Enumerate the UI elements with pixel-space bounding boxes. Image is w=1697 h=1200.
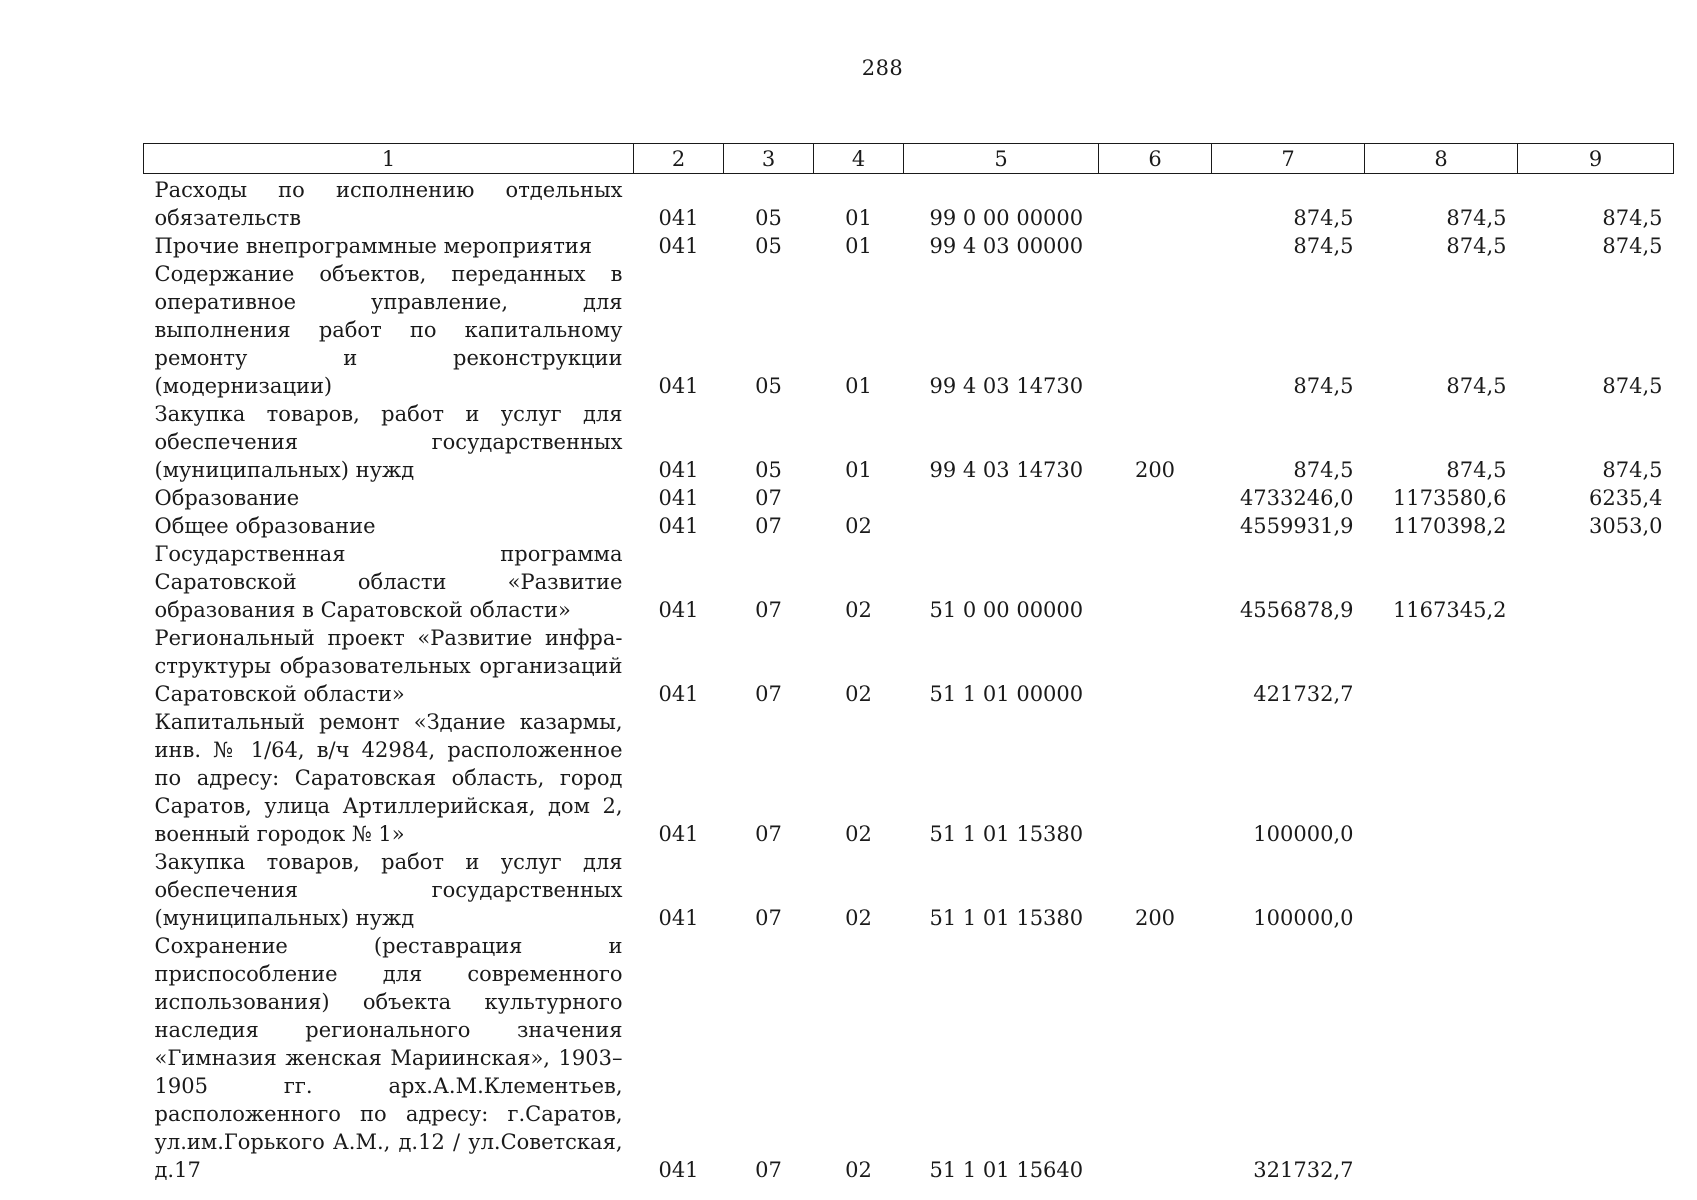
table-row — [144, 232, 1674, 260]
row-name: Содержание объектов, переданных в оперативное управление, для выполнения работ по капитальному ремонту и реконструкции (модернизации) — [154, 262, 623, 398]
cell-amount-7: 4556878,9 — [1239, 598, 1354, 622]
table-row — [144, 400, 1674, 484]
cell-expense-type: 200 — [1134, 458, 1176, 482]
column-header-3: 3 — [724, 144, 814, 174]
row-name: Образование — [154, 486, 300, 510]
cell-amount-7: 874,5 — [1293, 234, 1354, 258]
row-name: Сохранение (реставрация и приспособление для современного использования) объекта культурного наследия регионального значения «Гимназия женская Мариинская», 1903–1905 гг. арх.А.М.Клементьев, расположенного по адресу: г.Саратов, ул.им.Горького А.М., д.12 / ул.Советская, д.17 — [154, 934, 623, 1182]
cell-ministry: 041 — [658, 682, 699, 706]
cell-section: 05 — [755, 234, 782, 258]
table-header — [144, 144, 1674, 174]
cell-ministry: 041 — [658, 234, 699, 258]
table-body — [144, 174, 1674, 1185]
table-row — [144, 260, 1674, 400]
cell-ministry: 041 — [658, 374, 699, 398]
cell-subsection: 01 — [845, 234, 872, 258]
cell-ministry: 041 — [658, 486, 699, 510]
cell-subsection: 02 — [845, 822, 872, 846]
cell-amount-8 — [1365, 932, 1518, 1184]
cell-ministry: 041 — [658, 598, 699, 622]
cell-expense-type — [1099, 232, 1212, 260]
column-header-9: 9 — [1518, 144, 1674, 174]
cell-target-article: 99 4 03 14730 — [929, 374, 1084, 398]
table-row — [144, 484, 1674, 512]
column-header-4: 4 — [814, 144, 904, 174]
header-row — [144, 144, 1674, 174]
column-header-8: 8 — [1365, 144, 1518, 174]
cell-amount-8: 1167345,2 — [1392, 598, 1507, 622]
cell-amount-7: 874,5 — [1293, 374, 1354, 398]
cell-amount-9 — [1518, 540, 1674, 624]
cell-subsection: 01 — [845, 374, 872, 398]
column-header-2: 2 — [634, 144, 724, 174]
cell-ministry: 041 — [658, 822, 699, 846]
cell-amount-7: 4559931,9 — [1239, 514, 1354, 538]
cell-ministry: 041 — [658, 206, 699, 230]
cell-amount-8: 874,5 — [1446, 234, 1507, 258]
cell-amount-9: 874,5 — [1602, 458, 1663, 482]
cell-subsection: 01 — [845, 458, 872, 482]
cell-section: 07 — [755, 1158, 782, 1182]
table-row — [144, 512, 1674, 540]
cell-expense-type — [1099, 708, 1212, 848]
cell-expense-type — [1099, 174, 1212, 233]
row-name: Государственная программа Саратовской области «Развитие образования в Саратовской области» — [154, 542, 623, 622]
cell-section: 07 — [755, 486, 782, 510]
row-name: Капитальный ремонт «Здание казармы, инв. № 1/64, в/ч 42984, расположенное по адресу: Саратовская область, город Саратов, улица Артиллерийская, дом 2, военный городок № 1» — [154, 710, 623, 846]
cell-subsection: 02 — [845, 682, 872, 706]
cell-section: 07 — [755, 906, 782, 930]
cell-subsection: 02 — [845, 1158, 872, 1182]
cell-section: 07 — [755, 598, 782, 622]
column-header-7: 7 — [1212, 144, 1365, 174]
cell-amount-8: 874,5 — [1446, 206, 1507, 230]
cell-amount-7: 100000,0 — [1253, 906, 1354, 930]
row-name: Закупка товаров, работ и услуг для обеспечения государственных (муниципальных) нужд — [154, 402, 623, 482]
cell-ministry: 041 — [658, 906, 699, 930]
column-header-6: 6 — [1099, 144, 1212, 174]
cell-amount-9: 6235,4 — [1589, 486, 1663, 510]
table-row — [144, 624, 1674, 708]
row-name: Расходы по исполнению отдельных обязательств — [154, 178, 623, 230]
table-row — [144, 174, 1674, 233]
cell-target-article: 51 1 01 15640 — [929, 1158, 1084, 1182]
cell-amount-8: 874,5 — [1446, 374, 1507, 398]
column-header-1: 1 — [144, 144, 634, 174]
cell-subsection — [814, 484, 904, 512]
cell-expense-type — [1099, 484, 1212, 512]
cell-amount-8: 1173580,6 — [1392, 486, 1507, 510]
cell-amount-7: 4733246,0 — [1239, 486, 1354, 510]
cell-target-article: 51 1 01 15380 — [929, 822, 1084, 846]
cell-expense-type — [1099, 624, 1212, 708]
row-name: Региональный проект «Развитие инфраструктуры образовательных организаций Саратовской области» — [154, 626, 623, 706]
cell-ministry: 041 — [658, 1158, 699, 1182]
cell-expense-type — [1099, 512, 1212, 540]
cell-ministry: 041 — [658, 458, 699, 482]
cell-amount-9: 874,5 — [1602, 234, 1663, 258]
cell-target-article: 99 4 03 14730 — [929, 458, 1084, 482]
cell-amount-7: 321732,7 — [1253, 1158, 1354, 1182]
column-header-5: 5 — [904, 144, 1099, 174]
cell-target-article: 51 0 00 00000 — [929, 598, 1084, 622]
page-number: 288 — [861, 56, 904, 80]
cell-target-article: 99 0 00 00000 — [929, 206, 1084, 230]
cell-amount-7: 874,5 — [1293, 206, 1354, 230]
cell-amount-8: 1170398,2 — [1392, 514, 1507, 538]
table-row — [144, 848, 1674, 932]
cell-section: 05 — [755, 206, 782, 230]
cell-subsection: 02 — [845, 598, 872, 622]
cell-expense-type — [1099, 932, 1212, 1184]
cell-amount-9 — [1518, 932, 1674, 1184]
cell-amount-7: 421732,7 — [1253, 682, 1354, 706]
cell-amount-8 — [1365, 708, 1518, 848]
cell-subsection: 02 — [845, 906, 872, 930]
cell-target-article — [904, 512, 1099, 540]
cell-amount-9 — [1518, 848, 1674, 932]
cell-amount-8: 874,5 — [1446, 458, 1507, 482]
table-row — [144, 708, 1674, 848]
cell-expense-type — [1099, 540, 1212, 624]
row-name: Прочие внепрограммные мероприятия — [154, 234, 593, 258]
cell-subsection: 01 — [845, 206, 872, 230]
cell-section: 07 — [755, 822, 782, 846]
cell-target-article: 51 1 01 00000 — [929, 682, 1084, 706]
cell-section: 05 — [755, 458, 782, 482]
cell-section: 07 — [755, 514, 782, 538]
row-name: Общее образование — [154, 514, 376, 538]
budget-table — [143, 143, 1674, 1184]
cell-amount-9: 874,5 — [1602, 206, 1663, 230]
cell-amount-9 — [1518, 708, 1674, 848]
cell-amount-7: 100000,0 — [1253, 822, 1354, 846]
cell-amount-8 — [1365, 624, 1518, 708]
cell-ministry: 041 — [658, 514, 699, 538]
cell-section: 07 — [755, 682, 782, 706]
cell-expense-type: 200 — [1134, 906, 1176, 930]
table-row — [144, 540, 1674, 624]
table-row — [144, 932, 1674, 1184]
cell-target-article: 51 1 01 15380 — [929, 906, 1084, 930]
cell-subsection: 02 — [845, 514, 872, 538]
cell-amount-8 — [1365, 848, 1518, 932]
cell-expense-type — [1099, 260, 1212, 400]
cell-amount-9: 874,5 — [1602, 374, 1663, 398]
cell-section: 05 — [755, 374, 782, 398]
cell-amount-9 — [1518, 624, 1674, 708]
row-name: Закупка товаров, работ и услуг для обеспечения государственных (муниципальных) нужд — [154, 850, 623, 930]
cell-amount-7: 874,5 — [1293, 458, 1354, 482]
cell-target-article: 99 4 03 00000 — [929, 234, 1084, 258]
cell-amount-9: 3053,0 — [1589, 514, 1663, 538]
cell-target-article — [904, 484, 1099, 512]
